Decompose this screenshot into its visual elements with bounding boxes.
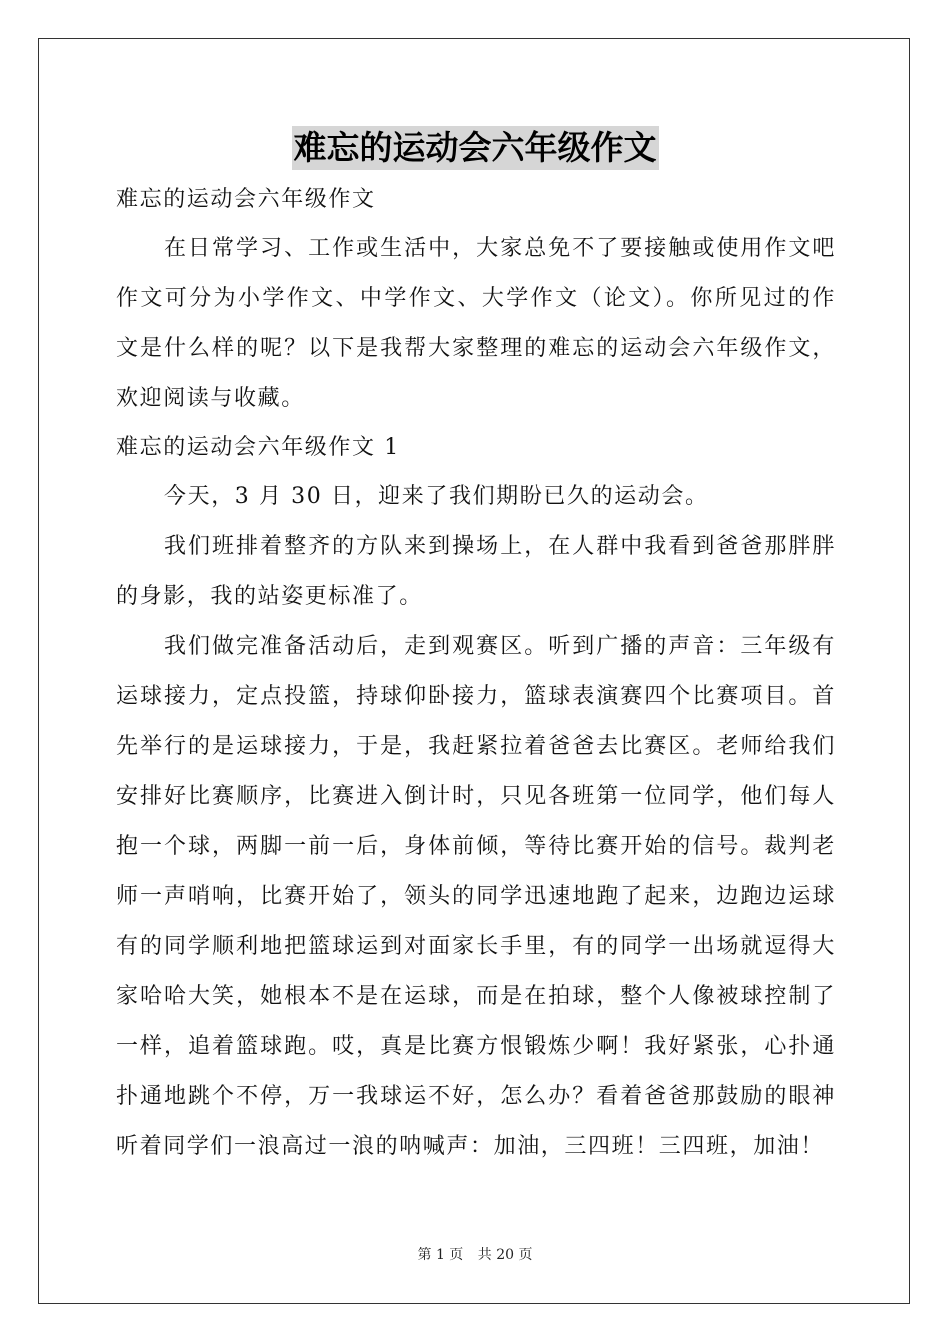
section-heading: 难忘的运动会六年级作文 1 <box>116 435 400 460</box>
page-total: 共 20 页 <box>477 1247 533 1263</box>
body-paragraph-1: 今天，3 月 30 日，迎来了我们期盼已久的运动会。 <box>164 484 709 509</box>
document-body <box>116 176 836 1172</box>
page-number: 第 1 页 <box>417 1247 464 1263</box>
document-title: 难忘的运动会六年级作文 <box>292 126 659 170</box>
intro-paragraph: 在日常学习、工作或生活中，大家总免不了要接触或使用作文吧作文可分为小学作文、中学作文、大学作文（论文）。你所见过的作文是什么样的呢？以下是我帮大家整理的难忘的运动会六年级作文，欢迎阅读与收藏。 <box>116 236 836 411</box>
title-container <box>0 126 950 170</box>
document-subtitle: 难忘的运动会六年级作文 <box>116 187 376 212</box>
body-paragraph-2: 我们班排着整齐的方队来到操场上，在人群中我看到爸爸那胖胖的身影，我的站姿更标准了。 <box>116 534 836 609</box>
body-paragraph-3: 我们做完准备活动后，走到观赛区。听到广播的声音：三年级有运球接力，定点投篮，持球仰卧接力，篮球表演赛四个比赛项目。首先举行的是运球接力，于是，我赶紧拉着爸爸去比赛区。老师给我们安排好比赛顺序，比赛进入倒计时，只见各班第一位同学，他们每人抱一个球，两脚一前一后，身体前倾，等待比赛开始的信号。裁判老师一声哨响，比赛开始了，领头的同学迅速地跑了起来，边跑边运球有的同学顺利地把篮球运到对面家长手里，有的同学一出场就逗得大家哈哈大笑，她根本不是在运球，而是在拍球，整个人像被球控制了一样，追着篮球跑。哎，真是比赛方恨锻炼少啊！我好紧张，心扑通扑通地跳个不停，万一我球运不好，怎么办？看着爸爸那鼓励的眼神听着同学们一浪高过一浪的呐喊声：加油，三四班！三四班，加油！ <box>116 634 836 1159</box>
page-footer <box>0 1244 950 1264</box>
